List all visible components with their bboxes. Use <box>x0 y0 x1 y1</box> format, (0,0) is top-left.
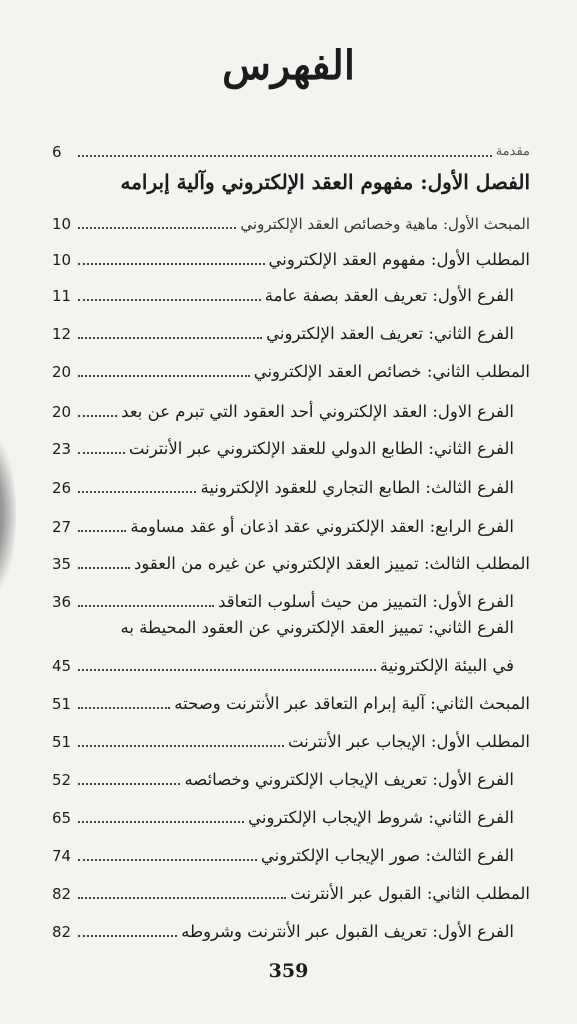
toc-entry-first-line: الفرع الثاني: تمييز العقد الإلكتروني عن العقود المحيطة به <box>120 618 514 637</box>
dot-leader <box>78 337 262 339</box>
chapter-heading: الفصل الأول: مفهوم العقد الإلكتروني وآلية إبرامه <box>120 170 530 194</box>
dot-leader <box>78 669 376 671</box>
toc-entry: الفرع الاول: العقد الإلكتروني أحد العقود التي تبرم عن بعد 20 <box>52 402 514 421</box>
page-title: الفهرس <box>222 42 355 89</box>
toc-entry: المبحث الثاني: آلية إبرام التعاقد عبر الأنترنت وصحته 51 <box>52 694 530 713</box>
toc-entry: المطلب الثاني: خصائص العقد الإلكتروني 20 <box>52 362 530 381</box>
dot-leader <box>78 227 236 229</box>
dot-leader <box>78 707 170 709</box>
dot-leader <box>78 155 492 157</box>
toc-entry: الفرع الثالث: الطابع التجاري للعقود الإلكترونية 26 <box>52 478 514 497</box>
dot-leader <box>78 415 117 417</box>
toc-entry: الفرع الثاني: شروط الإيجاب الإلكتروني 65 <box>52 808 514 827</box>
dot-leader <box>78 452 125 454</box>
dot-leader <box>78 375 250 377</box>
dot-leader <box>78 745 284 747</box>
toc-entry-continuation: في البيئة الإلكترونية 45 <box>52 656 514 675</box>
dot-leader <box>78 859 257 861</box>
toc-entry: الفرع الأول: تعريف العقد بصفة عامة 11 <box>52 286 514 305</box>
toc-entry: الفرع الثاني: تعريف العقد الإلكتروني 12 <box>52 324 514 343</box>
dot-leader <box>78 605 214 607</box>
dot-leader <box>78 821 244 823</box>
dot-leader <box>78 491 196 493</box>
dot-leader <box>78 299 261 301</box>
dot-leader <box>78 567 130 569</box>
dot-leader <box>78 935 177 937</box>
toc-entry: المطلب الثالث: تمييز العقد الإلكتروني عن غيره من العقود 35 <box>52 554 530 573</box>
toc-entry: المطلب الثاني: القبول عبر الأنترنت 82 <box>52 884 530 903</box>
dot-leader <box>78 263 265 265</box>
toc-entry: المبحث الأول: ماهية وخصائص العقد الإلكتروني 10 <box>52 215 530 233</box>
toc-entry: الفرع الأول: تعريف القبول عبر الأنترنت وشروطه 82 <box>52 922 514 941</box>
toc-entry: الفرع الأول: التمييز من حيث أسلوب التعاقد 36 <box>52 592 514 611</box>
toc-entry: الفرع الرابع: العقد الإلكتروني عقد اذعان أو عقد مساومة 27 <box>52 517 514 536</box>
toc-entry: المطلب الأول: مفهوم العقد الإلكتروني 10 <box>52 250 530 269</box>
dot-leader <box>78 897 286 899</box>
page-number: 359 <box>268 960 309 982</box>
toc-entry: الفرع الثالث: صور الإيجاب الإلكتروني 74 <box>52 846 514 865</box>
toc-entry: المطلب الأول: الإيجاب عبر الأنترنت 51 <box>52 732 530 751</box>
toc-entry-intro: مقدمة 6 <box>52 143 530 161</box>
binding-shadow <box>0 430 16 600</box>
toc-entry: الفرع الأول: تعريف الإيجاب الإلكتروني وخصائصه 52 <box>52 770 514 789</box>
dot-leader <box>78 530 126 532</box>
dot-leader <box>78 783 180 785</box>
toc-entry: الفرع الثاني: الطابع الدولي للعقد الإلكتروني عبر الأنترنت 23 <box>52 439 514 458</box>
